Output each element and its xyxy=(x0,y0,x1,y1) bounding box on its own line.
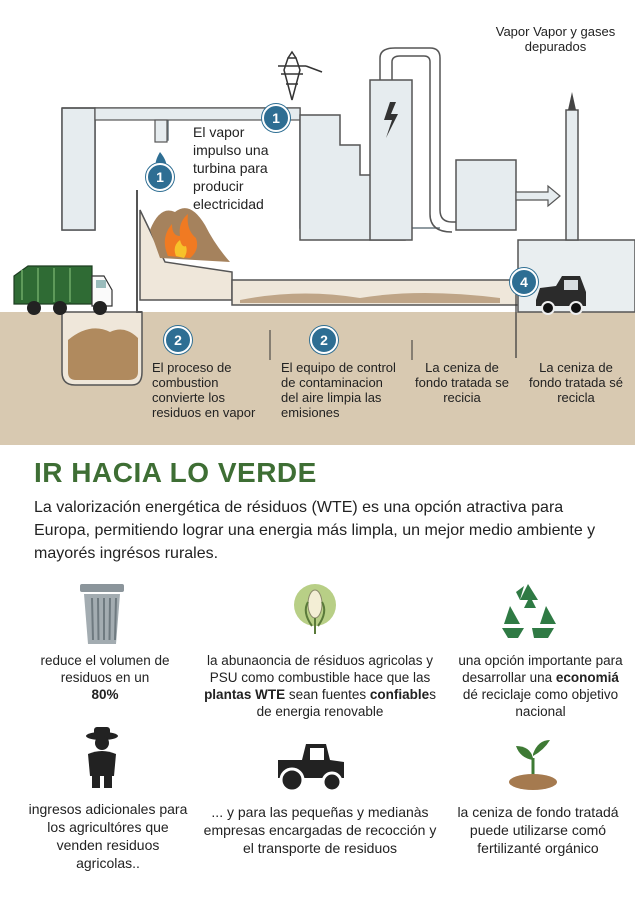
benefit-2-text-c: s de energia renovable xyxy=(256,687,436,719)
benefit-3-text-b: dé reciclaje como objetivo nacional xyxy=(462,687,619,719)
label-ash-recycled-2: La ceniza de fondo tratada sé recicla xyxy=(529,360,623,405)
step-badge-4: 4 xyxy=(510,268,538,296)
benefit-text-3 xyxy=(458,652,623,720)
recycle-icon xyxy=(498,580,558,642)
waste-pile xyxy=(68,328,138,380)
benefit-text-2 xyxy=(200,652,440,720)
label-ash-recycled-1: La ceniza de fondo tratada se recicia xyxy=(415,360,509,405)
benefit-3-text-a: una opción importante para desarrollar una xyxy=(458,653,623,685)
tractor-icon xyxy=(272,738,350,794)
label-air-control: El equipo de control de contaminacion del aire limpia las emisiones xyxy=(281,360,396,420)
power-pylon xyxy=(278,52,322,100)
benefit-1-text: reduce el volumen de residuos en un xyxy=(40,653,170,685)
benefit-text-6: la ceniza de fondo tratadá puede utilizarse comó fertilizanté orgánico xyxy=(457,804,619,856)
garbage-truck xyxy=(14,266,112,315)
benefit-2-text-a: la abunaoncia de résiduos agricolas y PSU como combustible hace que las xyxy=(207,653,433,685)
intro-paragraph: La valorización energética de résiduos (WTE) es una opción atractiva para Europa, permitiendo lograr una energia más limpla, un mejor medio ambiente y mayorés ingrésos rurales. xyxy=(34,499,596,562)
boiler-column xyxy=(62,108,95,230)
benefit-2-text-b: sean fuentes xyxy=(288,687,367,702)
trash-can-icon xyxy=(78,582,126,646)
label-vapor-gases: Vapor Vapor y gases depurados xyxy=(495,24,616,54)
benefit-text-5: ... y para las pequeñas y medianàs empresas encargadas de recocción y el transporte de residuos xyxy=(203,804,437,856)
step-badge-1-top: 1 xyxy=(262,104,290,132)
label-combustion: El proceso de combustion convierte los residuos en vapor xyxy=(152,360,256,420)
wte-process-diagram xyxy=(0,0,635,445)
benefit-2-bold-b: confiable xyxy=(369,687,430,702)
benefit-3-bold-a: economiá xyxy=(555,670,619,685)
step-badge-1-left: 1 xyxy=(146,163,174,191)
benefit-2-bold-a: plantas WTE xyxy=(204,687,286,702)
section-title: IR HACIA LO VERDE xyxy=(34,457,317,488)
label-steam-turbine: El vapor impulso una turbina para producir electricidad xyxy=(193,124,269,212)
sprout-icon xyxy=(506,736,560,794)
filter-box xyxy=(456,160,516,230)
flow-arrow xyxy=(516,186,560,206)
corn-icon xyxy=(292,582,338,636)
benefit-text-4: ingresos adicionales para los agricultóres que venden residuos agricolas.. xyxy=(28,801,188,871)
chimney-stack xyxy=(566,110,578,240)
farmer-icon xyxy=(80,724,124,790)
benefit-text-1 xyxy=(30,652,180,703)
step-badge-2-mid: 2 xyxy=(310,326,338,354)
step-badge-2-left: 2 xyxy=(164,326,192,354)
benefit-1-bold: 80% xyxy=(91,687,119,702)
